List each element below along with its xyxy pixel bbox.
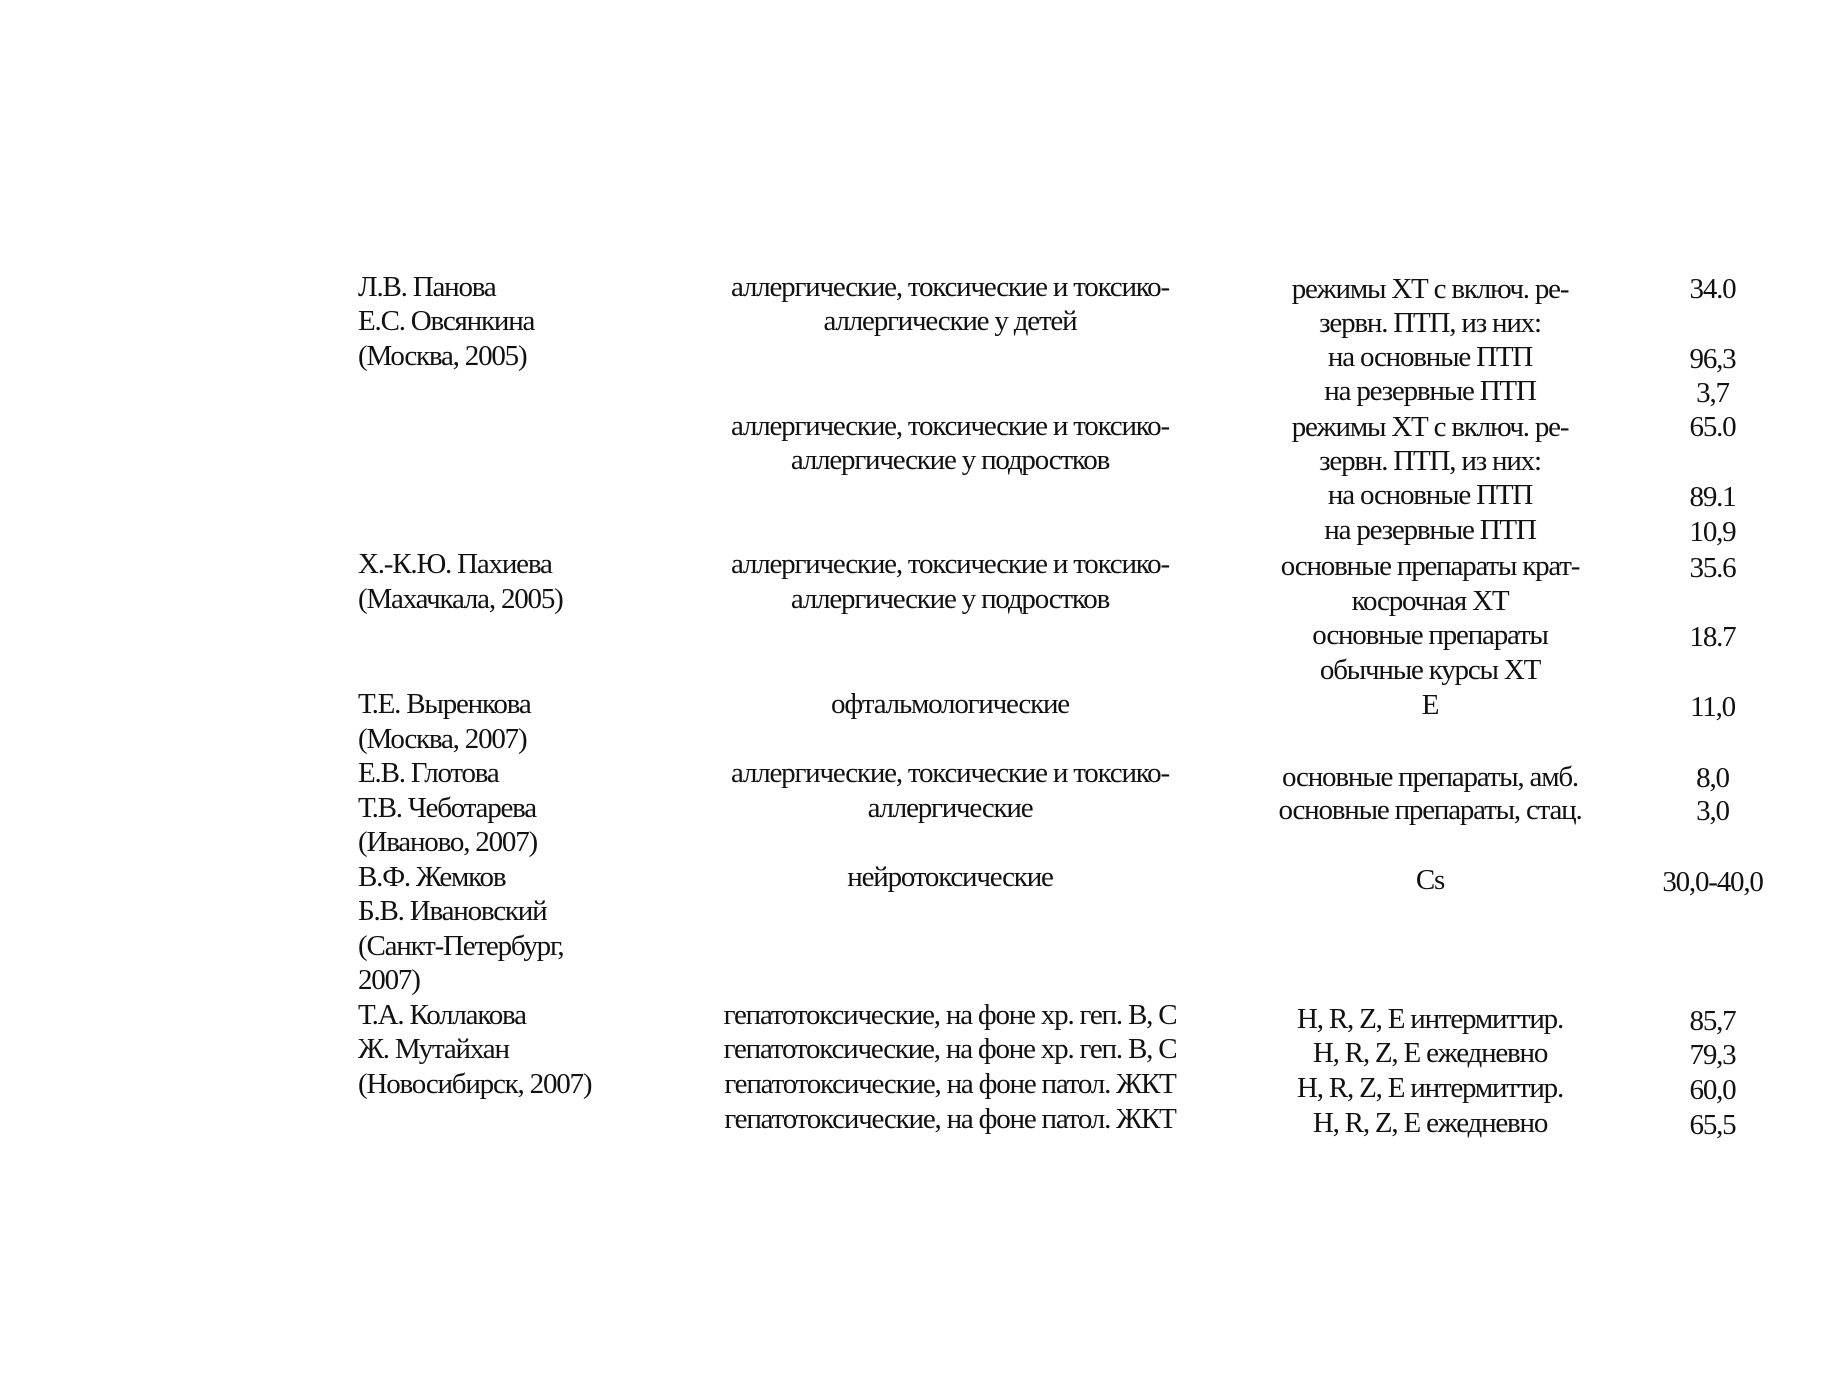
frequency-value: 34.0 [1689,273,1736,305]
regimen-text: на основные ПТП [1327,341,1533,373]
author-line: (Санкт-Петербург, [358,930,564,962]
frequency-value: 96,3 [1689,343,1736,375]
regimen-text: режимы ХТ с включ. ре- [1291,411,1569,443]
frequency-value: 60,0 [1689,1074,1736,1106]
complication-type: гепатотоксические, на фоне патол. ЖКТ [724,1103,1176,1135]
complication-type: офтальмологические [831,688,1069,720]
frequency-value: 10,9 [1689,516,1736,548]
regimen-text: основные препараты, стац. [1278,794,1582,826]
complication-type: аллергические, токсические и токсико- [731,410,1169,442]
frequency-value: 8,0 [1696,762,1729,794]
frequency-value: 89.1 [1689,481,1736,513]
regimen-text: зервн. ПТП, из них: [1319,307,1541,339]
regimen-text: косрочная ХТ [1351,585,1509,617]
author-line: (Иваново, 2007) [358,826,537,858]
author-line: Е.В. Глотова [358,757,499,789]
author-line: (Москва, 2005) [358,340,527,372]
author-line: Б.В. Ивановский [358,895,547,927]
regimen-text: H, R, Z, E интермиттир. [1297,1003,1563,1035]
regimen-text: H, R, Z, E интермиттир. [1297,1072,1563,1104]
regimen-text: E [1421,689,1439,721]
author-line: Х.-К.Ю. Пахиева [358,548,552,580]
regimen-text: на основные ПТП [1327,479,1533,511]
complication-type: гепатотоксические, на фоне патол. ЖКТ [724,1068,1176,1100]
regimen-text: Cs [1415,864,1445,896]
frequency-value: 30,0-40,0 [1662,866,1763,898]
regimen-text: обычные курсы ХТ [1319,654,1541,686]
frequency-value: 85,7 [1689,1005,1736,1037]
regimen-text: режимы ХТ с включ. ре- [1291,273,1569,305]
complication-type: нейротоксические [847,861,1053,893]
regimen-text: H, R, Z, E ежедневно [1312,1107,1548,1139]
author-line: (Махачкала, 2005) [358,583,563,615]
frequency-value: 65.0 [1689,411,1736,443]
author-line: (Новосибирск, 2007) [358,1068,592,1100]
author-line: 2007) [358,964,420,996]
regimen-text: основные препараты [1312,619,1548,651]
author-line: Ж. Мутайхан [358,1033,509,1065]
frequency-value: 65,5 [1689,1109,1736,1141]
frequency-value: 3,7 [1696,377,1729,409]
complication-type: аллергические у подростков [790,444,1110,476]
regimen-text: основные препараты крат- [1280,550,1580,582]
author-line: Е.С. Овсянкина [358,305,535,337]
complication-type: аллергические у подростков [790,583,1110,615]
regimen-text: на резервные ПТП [1324,514,1536,546]
complication-type: гепатотоксические, на фоне хр. геп. В, С [723,999,1177,1031]
author-line: Т.Е. Выренкова [358,688,531,720]
author-line: Т.А. Коллакова [358,999,526,1031]
complication-type: аллергические у детей [823,305,1077,337]
author-line: Т.В. Чеботарева [358,792,536,824]
frequency-value: 11,0 [1690,691,1735,723]
frequency-value: 79,3 [1689,1039,1736,1071]
regimen-text: на резервные ПТП [1324,375,1536,407]
complication-type: гепатотоксические, на фоне хр. геп. В, С [723,1033,1177,1065]
author-line: В.Ф. Жемков [358,861,506,893]
complication-type: аллергические, токсические и токсико- [731,548,1169,580]
complication-type: аллергические, токсические и токсико- [731,757,1169,789]
regimen-text: основные препараты, амб. [1282,761,1578,793]
complication-type: аллергические [867,792,1033,824]
complication-type: аллергические, токсические и токсико- [731,271,1169,303]
regimen-text: зервн. ПТП, из них: [1319,445,1541,477]
frequency-value: 3,0 [1696,795,1729,827]
frequency-value: 18.7 [1689,621,1736,653]
regimen-text: H, R, Z, E ежедневно [1312,1037,1548,1069]
frequency-value: 35.6 [1689,552,1736,584]
author-line: (Москва, 2007) [358,723,527,755]
author-line: Л.В. Панова [358,271,496,303]
